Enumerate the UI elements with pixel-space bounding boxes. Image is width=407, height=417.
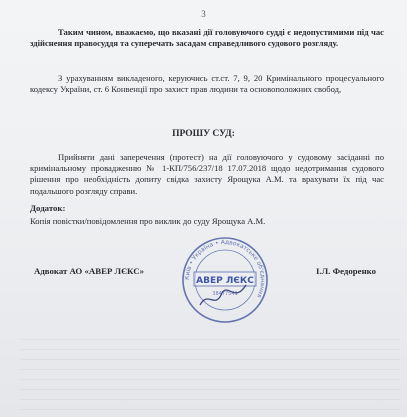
signature-name: І.Л. Федоренко <box>316 266 376 276</box>
paragraph-request: Прийняти дані заперечення (протест) на дії головуючого у судовому засіданні по кримінальному провадженню № 1-КП/756/237/18 17.07.2018 щодо недотримання судового рішення про необхідність допиту свідка захисту Ярощука А.М. та врахувати їх під час подальшого розгляду справи. <box>30 152 384 196</box>
attachment-label: Додаток: <box>30 203 66 213</box>
stamp-ring-text: Київ • Україна • Адвокатське об'єднання <box>183 238 267 299</box>
stamp-seal <box>180 235 270 325</box>
signature-advocate: Адвокат АО «АВЕР ЛЄКС» <box>34 266 144 276</box>
stamp-center-text: АВЕР ЛЄКС <box>196 276 254 286</box>
paragraph-conclusion-text: Таким чином, вважаємо, що вказані дії головуючого судді є недопустимими під час здійснення правосуддя та суперечать засадам справедливого судового розгляду. <box>30 27 384 49</box>
attachment-item: Копія повістки/повідомлення про виклик до суду Ярощука А.М. <box>30 216 266 226</box>
page-number: 3 <box>201 9 206 19</box>
reverse-side-bleed-through <box>20 330 400 417</box>
paragraph-conclusion <box>30 27 384 49</box>
paragraph-grounds: З урахуванням викладеного, керуючись ст.ст. 7, 9, 20 Кримінального процесуального кодексу України, ст. 6 Конвенції про захист прав людини та основоположних свобод, <box>30 73 384 95</box>
stamp-code: 38477541 <box>212 291 238 297</box>
request-heading: ПРОШУ СУД: <box>172 129 235 139</box>
